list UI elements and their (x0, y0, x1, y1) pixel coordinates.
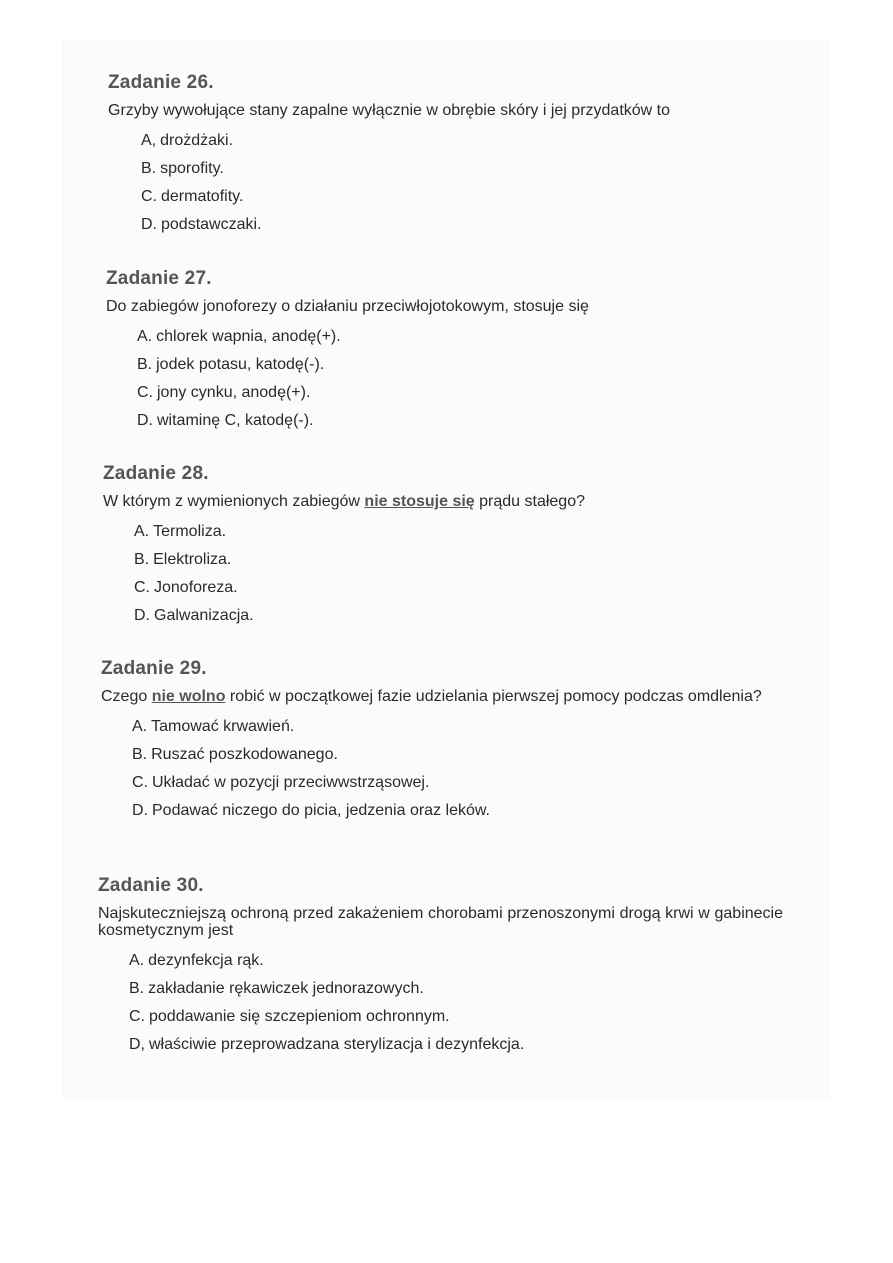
answer-letter: C. (141, 188, 157, 205)
answer-option (132, 797, 786, 825)
answer-letter: D. (132, 802, 148, 819)
answer-text: dermatofity. (161, 188, 244, 205)
answer-text: drożdżaki. (160, 132, 234, 149)
answer-text: witaminę C, katodę(-). (157, 412, 314, 429)
answer-letter: B. (132, 746, 148, 763)
answer-option (137, 351, 806, 379)
answer-option (132, 741, 786, 769)
answer-list (101, 713, 786, 825)
answer-text: Układać w pozycji przeciwwstrząsowej. (152, 774, 430, 791)
answer-option (134, 574, 803, 602)
answer-text: Galwanizacja. (154, 607, 254, 624)
answer-list (98, 947, 783, 1059)
answer-text: podstawczaki. (161, 216, 262, 233)
answer-letter: C. (137, 384, 153, 401)
task-question: Grzyby wywołujące stany zapalne wyłącznie w obrębie skóry i jej przydatków to (108, 102, 671, 119)
task-question (101, 688, 786, 705)
answer-text: sporofity. (160, 160, 224, 177)
answer-letter: A. (129, 952, 145, 969)
answer-letter: D, (129, 1036, 145, 1053)
answer-letter: A. (137, 328, 153, 345)
answer-text: Jonoforeza. (154, 579, 238, 596)
answer-option (141, 211, 808, 239)
answer-letter: C. (129, 1008, 145, 1025)
answer-option (134, 546, 803, 574)
answer-option (141, 127, 808, 155)
task-26 (108, 72, 808, 239)
answer-option (137, 323, 806, 351)
answer-letter: D. (141, 216, 157, 233)
answer-option (129, 1003, 783, 1031)
emphasized-phrase: nie wolno (151, 688, 226, 705)
answer-letter: A. (132, 718, 148, 735)
answer-option (132, 769, 786, 797)
answer-letter: B. (137, 356, 153, 373)
answer-text: właściwie przeprowadzana sterylizacja i dezynfekcja. (149, 1036, 525, 1053)
task-question: Do zabiegów jonoforezy o działaniu przeciwłojotokowym, stosuje się (106, 298, 589, 315)
answer-option (129, 975, 783, 1003)
answer-letter: D. (137, 412, 153, 429)
task-title: Zadanie 26. (108, 72, 214, 93)
answer-option (129, 947, 783, 975)
question-text: robić w początkowej fazie udzielania pierwszej pomocy podczas omdlenia? (225, 688, 762, 705)
answer-option (132, 713, 786, 741)
task-title: Zadanie 29. (101, 658, 207, 679)
answer-option (141, 183, 808, 211)
answer-letter: C. (132, 774, 148, 791)
answer-list (106, 323, 806, 435)
task-title: Zadanie 27. (106, 268, 212, 289)
task-question (103, 493, 803, 510)
task-title: Zadanie 30. (98, 875, 204, 896)
answer-text: Termoliza. (153, 523, 227, 540)
answer-option (129, 1031, 783, 1059)
task-question: Najskuteczniejszą ochroną przed zakażeniem chorobami przenoszonymi drogą krwi w gabinecie kosmetycznym jest (98, 905, 783, 939)
task-29 (101, 658, 786, 825)
answer-letter: B. (134, 551, 150, 568)
answer-letter: A. (134, 523, 150, 540)
task-title: Zadanie 28. (103, 463, 209, 484)
emphasized-phrase: nie stosuje się (364, 493, 475, 510)
answer-text: Elektroliza. (153, 551, 232, 568)
answer-letter: C. (134, 579, 150, 596)
answer-option (137, 379, 806, 407)
answer-text: Tamować krwawień. (151, 718, 295, 735)
answer-option (134, 602, 803, 630)
answer-letter: D. (134, 607, 150, 624)
question-text: prądu stałego? (474, 493, 585, 510)
answer-text: poddawanie się szczepieniom ochronnym. (149, 1008, 450, 1025)
answer-letter: B. (129, 980, 145, 997)
answer-text: jodek potasu, katodę(-). (156, 356, 325, 373)
answer-text: Ruszać poszkodowanego. (151, 746, 338, 763)
task-30 (98, 875, 783, 1059)
answer-option (137, 407, 806, 435)
answer-letter: A, (141, 132, 157, 149)
answer-list (103, 518, 803, 630)
answer-text: dezynfekcja rąk. (148, 952, 264, 969)
answer-text: jony cynku, anodę(+). (157, 384, 311, 401)
question-text: Czego (101, 688, 152, 705)
answer-list (108, 127, 808, 239)
task-27 (106, 268, 806, 435)
answer-option (134, 518, 803, 546)
question-text: W którym z wymienionych zabiegów (103, 493, 365, 510)
task-28 (103, 463, 803, 630)
answer-text: zakładanie rękawiczek jednorazowych. (148, 980, 424, 997)
answer-text: Podawać niczego do picia, jedzenia oraz leków. (152, 802, 490, 819)
answer-letter: B. (141, 160, 157, 177)
answer-text: chlorek wapnia, anodę(+). (156, 328, 341, 345)
answer-option (141, 155, 808, 183)
